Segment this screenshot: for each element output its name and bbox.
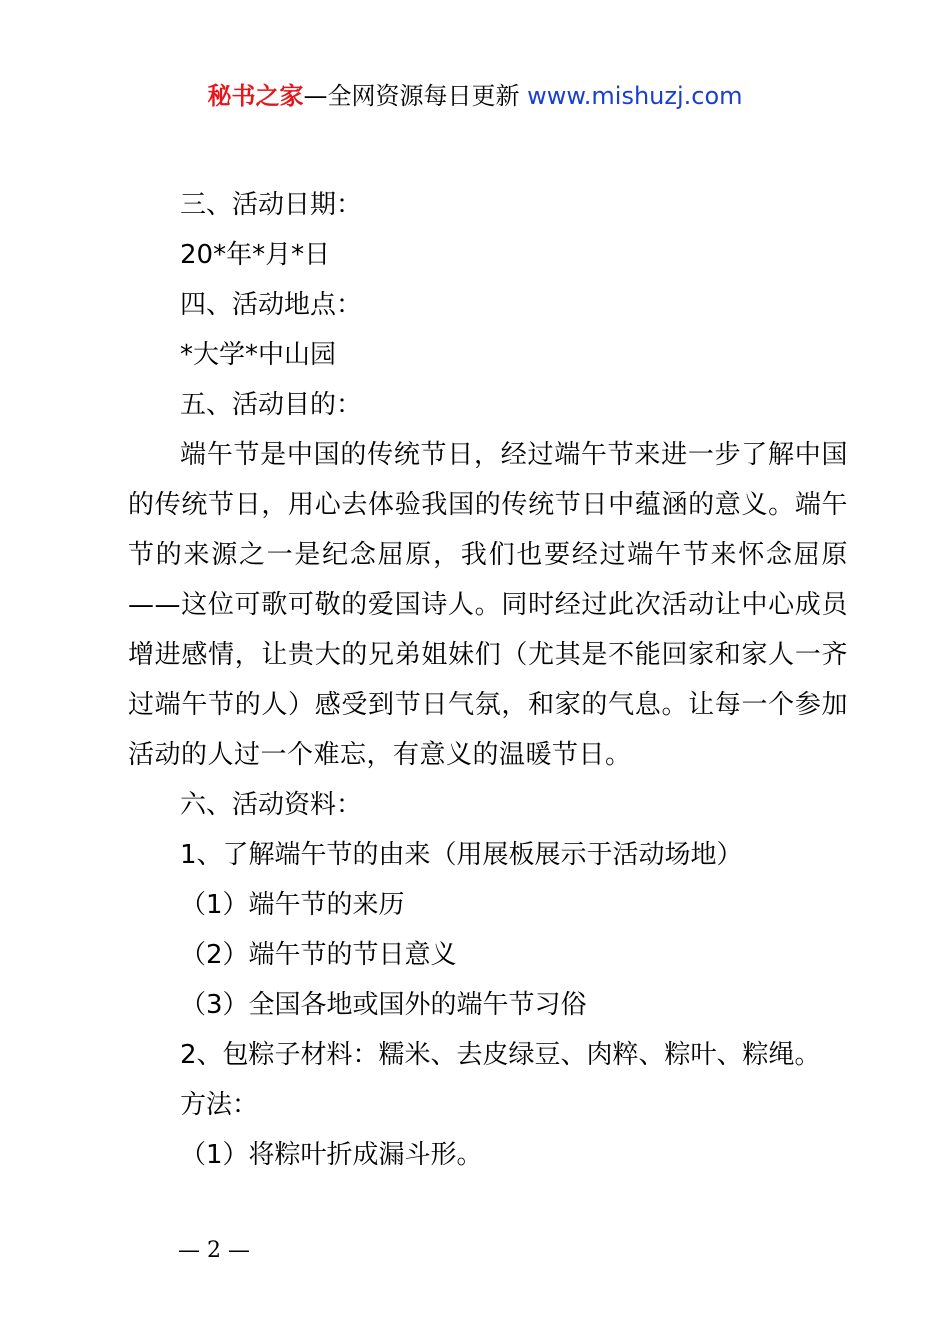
materials-item-1: 1、了解端午节的由来（用展板展示于活动场地） bbox=[180, 840, 743, 870]
brand-name: 秘书之家 bbox=[207, 82, 304, 110]
date-heading: 三、活动日期： bbox=[180, 190, 363, 220]
date-value: 20*年*月*日 bbox=[180, 240, 331, 270]
materials-item-1-sub-2: （2）端午节的节日意义 bbox=[180, 940, 457, 970]
materials-item-1-sub-1: （1）端午节的来历 bbox=[180, 890, 405, 920]
document-body bbox=[128, 180, 848, 1180]
materials-item-1-sub-3: （3）全国各地或国外的端午节习俗 bbox=[180, 990, 587, 1020]
materials-heading: 六、活动资料： bbox=[180, 790, 363, 820]
site-header bbox=[0, 80, 950, 112]
materials-item-2: 2、包粽子材料：糯米、去皮绿豆、肉粹、粽叶、粽绳。 bbox=[180, 1040, 821, 1070]
page-number: — 2 — bbox=[178, 1238, 250, 1263]
purpose-heading: 五、活动目的： bbox=[180, 390, 363, 420]
method-step-1: （1）将粽叶折成漏斗形。 bbox=[180, 1140, 483, 1170]
location-value: *大学*中山园 bbox=[180, 340, 337, 370]
site-url-link[interactable]: www.mishuzj.com bbox=[527, 82, 743, 110]
header-tagline: —全网资源每日更新 bbox=[303, 82, 520, 110]
location-heading: 四、活动地点： bbox=[180, 290, 363, 320]
method-heading: 方法： bbox=[180, 1090, 259, 1120]
purpose-paragraph: 端午节是中国的传统节日，经过端午节来进一步了解中国的传统节日，用心去体验我国的传统节日中蕴涵的意义。端午节的来源之一是纪念屈原，我们也要经过端午节来怀念屈原——这位可歌可敬的爱国诗人。同时经过此次活动让中心成员增进感情，让贵大的兄弟姐妹们（尤其是不能回家和家人一齐过端午节的人）感受到节日气氛，和家的气息。让每一个参加活动的人过一个难忘，有意义的温暖节日。 bbox=[128, 440, 848, 770]
